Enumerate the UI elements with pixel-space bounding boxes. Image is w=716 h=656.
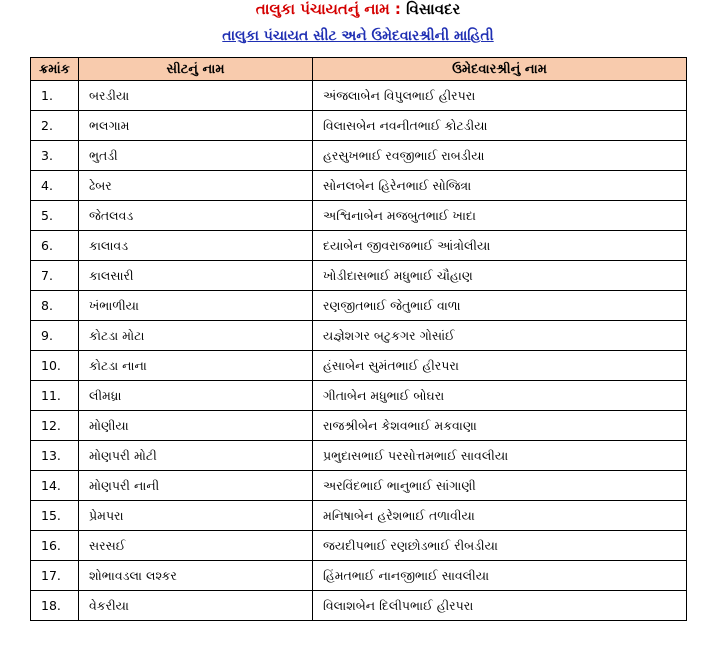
table-row — [31, 471, 687, 501]
row-number-cell: 13. — [31, 441, 79, 471]
candidate-name-cell: અંજલાબેન વિપુલભાઈ હીરપરા — [313, 81, 687, 111]
candidate-name-cell: હિંમતભાઈ નાનજીભાઈ સાવલીયા — [313, 561, 687, 591]
candidate-name-cell: સોનલબેન હિરેનભાઈ સોજિત્રા — [313, 171, 687, 201]
title-place: વિસાવદર — [406, 0, 461, 18]
table-header-row — [31, 58, 687, 81]
table-row — [31, 501, 687, 531]
candidate-name-cell: વિલાસબેન નવનીતભાઈ કોટડીયા — [313, 111, 687, 141]
candidate-name-cell: દયાબેન જીવરાજભાઈ આંત્રોલીયા — [313, 231, 687, 261]
seat-name-cell: બરડીયા — [79, 81, 313, 111]
seat-name-cell: કાલસારી — [79, 261, 313, 291]
row-number-cell: 3. — [31, 141, 79, 171]
seat-name-cell: જેતલવડ — [79, 201, 313, 231]
seat-name-cell: કોટડા મોટા — [79, 321, 313, 351]
row-number-cell: 12. — [31, 411, 79, 441]
seat-name-cell: ભુતડી — [79, 141, 313, 171]
row-number-cell: 4. — [31, 171, 79, 201]
table-row — [31, 561, 687, 591]
seat-name-cell: ઢેબર — [79, 171, 313, 201]
row-number-cell: 17. — [31, 561, 79, 591]
row-number-cell: 16. — [31, 531, 79, 561]
seat-name-cell: વેકરીયા — [79, 591, 313, 621]
column-header-seat: સીટનું નામ — [79, 58, 313, 81]
table-body — [31, 81, 687, 621]
row-number-cell: 15. — [31, 501, 79, 531]
seat-name-cell: મોણપરી મોટી — [79, 441, 313, 471]
page-title — [0, 0, 716, 18]
candidate-name-cell: જયદીપભાઈ રણછોડભાઈ રીબડીયા — [313, 531, 687, 561]
candidate-name-cell: રાજશ્રીબેન કેશવભાઈ મકવાણા — [313, 411, 687, 441]
candidate-name-cell: ગીતાબેન મધુભાઈ બોઘરા — [313, 381, 687, 411]
table-row — [31, 351, 687, 381]
column-header-candidate: ઉમેદવારશ્રીનું નામ — [313, 58, 687, 81]
seat-name-cell: મોણીયા — [79, 411, 313, 441]
candidate-name-cell: વિલાશબેન દિલીપભાઈ હીરપરા — [313, 591, 687, 621]
seat-name-cell: લીમધ્રા — [79, 381, 313, 411]
candidate-name-cell: મનિષાબેન હરેશભાઈ તળાવીયા — [313, 501, 687, 531]
row-number-cell: 11. — [31, 381, 79, 411]
candidate-name-cell: હરસુખભાઈ રવજીભાઈ રાબડીયા — [313, 141, 687, 171]
table-row — [31, 381, 687, 411]
candidates-table — [30, 57, 687, 621]
seat-name-cell: કાલાવડ — [79, 231, 313, 261]
column-header-number: ક્રમાંક — [31, 58, 79, 81]
table-row — [31, 201, 687, 231]
table-row — [31, 411, 687, 441]
row-number-cell: 8. — [31, 291, 79, 321]
seat-name-cell: મોણપરી નાની — [79, 471, 313, 501]
table-row — [31, 321, 687, 351]
row-number-cell: 2. — [31, 111, 79, 141]
row-number-cell: 14. — [31, 471, 79, 501]
candidate-name-cell: ખોડીદાસભાઈ મધુભાઈ ચૌહાણ — [313, 261, 687, 291]
table-row — [31, 111, 687, 141]
table-row — [31, 231, 687, 261]
row-number-cell: 5. — [31, 201, 79, 231]
candidate-name-cell: રણજીતભાઈ જેતુભાઈ વાળા — [313, 291, 687, 321]
table-row — [31, 591, 687, 621]
seat-name-cell: ભલગામ — [79, 111, 313, 141]
table-row — [31, 291, 687, 321]
seat-name-cell: કોટડા નાના — [79, 351, 313, 381]
row-number-cell: 7. — [31, 261, 79, 291]
table-row — [31, 441, 687, 471]
seat-name-cell: શોભાવડલા લશ્કર — [79, 561, 313, 591]
candidate-name-cell: અરવિંદભાઈ ભાનુભાઈ સાંગાણી — [313, 471, 687, 501]
title-prefix: તાલુકા પંચાયતનું નામ : — [255, 0, 401, 18]
table-row — [31, 261, 687, 291]
seat-name-cell: ખંભાળીયા — [79, 291, 313, 321]
seat-name-cell: પ્રેમપરા — [79, 501, 313, 531]
candidate-name-cell: હંસાબેન સુમંતભાઈ હીરપરા — [313, 351, 687, 381]
candidate-name-cell: પ્રભુદાસભાઈ પરસોત્તમભાઈ સાવલીયા — [313, 441, 687, 471]
row-number-cell: 1. — [31, 81, 79, 111]
row-number-cell: 18. — [31, 591, 79, 621]
candidate-name-cell: યજ્ઞેશગર બટુકગર ગોસાંઈ — [313, 321, 687, 351]
page-subtitle: તાલુકા પંચાયત સીટ અને ઉમેદવારશ્રીની માહિતી — [222, 28, 494, 44]
seat-name-cell: સરસઈ — [79, 531, 313, 561]
table-row — [31, 81, 687, 111]
table-row — [31, 141, 687, 171]
table-row — [31, 531, 687, 561]
row-number-cell: 9. — [31, 321, 79, 351]
row-number-cell: 10. — [31, 351, 79, 381]
table-row — [31, 171, 687, 201]
row-number-cell: 6. — [31, 231, 79, 261]
candidate-name-cell: અશ્વિનાબેન મજબુતભાઈ ખાદા — [313, 201, 687, 231]
